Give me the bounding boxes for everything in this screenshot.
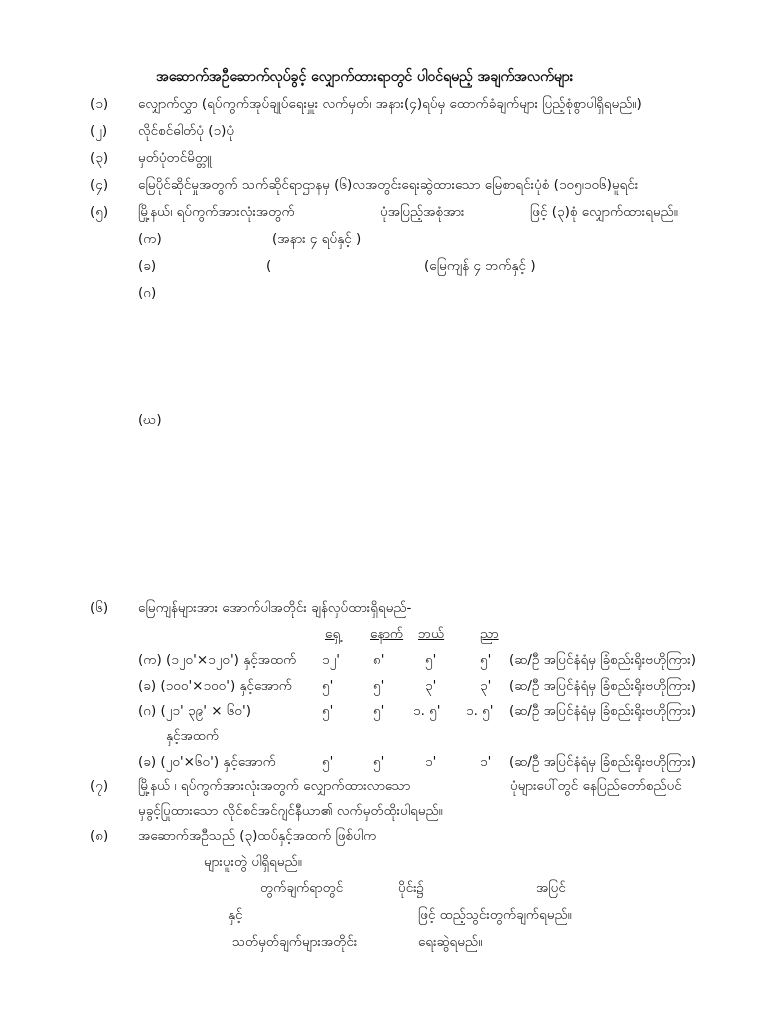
item-number: (၃): [90, 150, 109, 166]
setback-value: ၁. ၅': [466, 703, 494, 719]
item-text: မှခွင့်ပြုထားသော လိုင်စင်အင်ဂျင်နီယာ၏ လက်မှတ်ထိုးပါရမည်။: [138, 803, 443, 819]
setback-row-label: (ခ) (၁၀၀'×၁၀၀') နှင့်အောက်: [138, 678, 292, 694]
setback-header-left: ဘယ်: [418, 626, 445, 642]
setback-row-label: (ခ) (၂၀'×၆၀') နှင့်အောက်: [138, 754, 276, 770]
setback-value: ၁၂': [322, 652, 340, 668]
item-number: (၇): [90, 778, 109, 794]
item-number: (၆): [90, 600, 109, 616]
setback-row-label: (က) (၁၂၀'×၁၂၀') နှင့်အထက်: [138, 652, 297, 668]
item-number: (၈): [90, 828, 109, 844]
sub-item-label: (ဃ): [138, 412, 162, 428]
item-text: များပူးတွဲ ပါရှိရမည်။: [204, 854, 302, 870]
sub-item-text: (အနား ၄ ရပ်နှင့် ): [272, 231, 362, 247]
item-text: တွက်ချက်ရာတွင်: [260, 880, 344, 896]
setback-note: (ဆ/ဦ အပြင်နံရံမှ ခြံစည်းရိုးဗဟိုကြား): [509, 652, 696, 668]
item-text: အပြင်: [536, 880, 566, 896]
setback-value: ၈': [373, 652, 385, 668]
item-text: ဖြင့် ထည့်သွင်းတွက်ချက်ရမည်။: [418, 907, 572, 923]
item-text: ပိုင်း၌: [398, 880, 425, 896]
item-number: (၅): [90, 204, 109, 220]
sub-item-label: (က): [138, 231, 162, 247]
setback-row-label-cont: နှင့်အထက်: [166, 728, 220, 744]
item-text: ရေးဆွဲရမည်။: [418, 934, 483, 950]
item-number: (၂): [90, 123, 108, 139]
setback-value: ၁. ၅': [413, 703, 441, 719]
setback-value: ၅': [322, 703, 334, 719]
sub-item-label: (ခ): [138, 258, 157, 274]
setback-value: ၅': [480, 652, 492, 668]
item-text: ပုံအပြည့်အစုံအား: [380, 204, 465, 220]
setback-note: (ဆ/ဦ အပြင်နံရံမှ ခြံစည်းရိုးဗဟိုကြား): [509, 754, 696, 770]
item-text: မှတ်ပုံတင်မိတ္တူ: [138, 150, 212, 166]
setback-value: ၅': [373, 754, 385, 770]
item-number: (၁): [90, 96, 109, 112]
item-text: နှင့်: [228, 907, 243, 923]
item-number: (၄): [90, 177, 109, 193]
item-text: မြေပိုင်ဆိုင်မှုအတွက် သက်ဆိုင်ရာဌာနမှ (၆)လအတွင်းရေးဆွဲထားသော မြေစာရင်းပုံစံ (၁၀၅၊၁၀၆)မူရင်း: [138, 177, 639, 193]
item-text: ဖြင့် (၃)စုံ လျှောက်ထားရမည်။: [530, 204, 678, 220]
setback-value: ၅': [322, 754, 334, 770]
item-text: သတ်မှတ်ချက်များအတိုင်း: [232, 934, 358, 950]
setback-note: (ဆ/ဦ အပြင်နံရံမှ ခြံစည်းရိုးဗဟိုကြား): [509, 703, 696, 719]
item-text: လျှောက်လွှာ (ရပ်ကွက်အုပ်ချုပ်ရေးမှူး လက်မှတ်၊ အနား(၄)ရပ်မှ ထောက်ခံချက်များ ပြည့်စုံစွာပါရှိရမည်။): [138, 96, 642, 112]
sub-item-text: (မြေကျန် ၄ ဘက်နှင့် ): [424, 258, 536, 274]
setback-header-right: ညာ: [480, 626, 499, 642]
item-text: လိုင်စင်ဓါတ်ပုံ (၁)ပုံ: [138, 123, 235, 139]
item-text: မြေကျန်များအား အောက်ပါအတိုင်း ချန်လှပ်ထားရှိရမည်-: [138, 600, 412, 616]
sub-item-text: (: [266, 258, 272, 274]
setback-value: ၃': [425, 678, 437, 694]
setback-value: ၅': [322, 678, 334, 694]
sub-item-label: (ဂ): [138, 285, 157, 301]
setback-row-label: (ဂ) (၂၁' ၃၉' × ၆၀'): [138, 703, 251, 719]
setback-value: ၁': [480, 754, 492, 770]
setback-value: ၅': [373, 703, 385, 719]
item-text: မြို့နယ်၊ ရပ်ကွက်အားလုံးအတွက်: [138, 204, 295, 220]
item-text: အဆောက်အဦသည် (၃)ထပ်နှင့်အထက် ဖြစ်ပါက: [138, 828, 377, 844]
item-text: ပုံများပေါ်တွင် နေပြည်တော်စည်ပင်: [510, 778, 682, 794]
setback-header-front: ရှေ့: [325, 626, 341, 642]
setback-value: ၁': [425, 754, 437, 770]
item-text: မြို့နယ် ၊ ရပ်ကွက်အားလုံးအတွက် လျှောက်ထားလာသော: [138, 778, 411, 794]
setback-value: ၃': [480, 678, 492, 694]
setback-value: ၅': [425, 652, 437, 668]
setback-value: ၅': [373, 678, 385, 694]
document-title: အဆောက်အဦဆောက်လုပ်ခွင့် လျှောက်ထားရာတွင် ပါဝင်ရမည့် အချက်အလက်များ: [156, 69, 574, 85]
setback-note: (ဆ/ဦ အပြင်နံရံမှ ခြံစည်းရိုးဗဟိုကြား): [509, 678, 696, 694]
setback-header-back: နောက်: [370, 626, 404, 642]
